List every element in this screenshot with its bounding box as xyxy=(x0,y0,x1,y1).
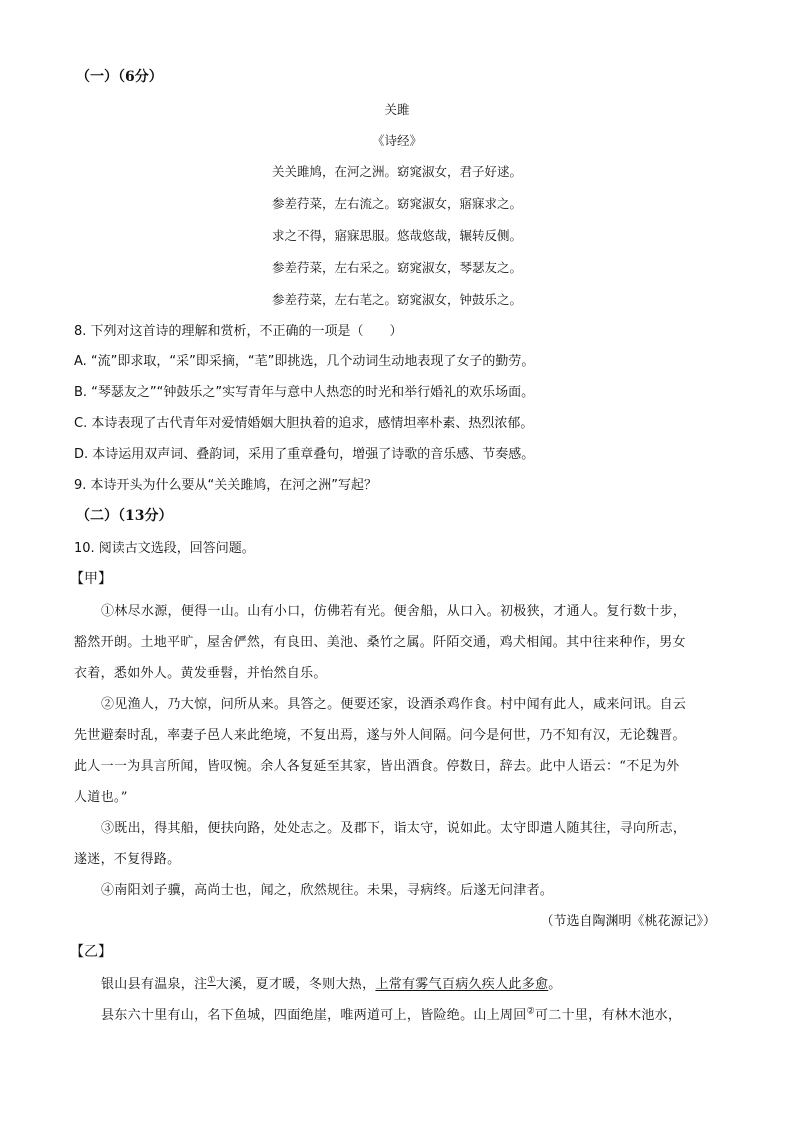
passage-jia-line: ③既出，得其船，便扶向路，处处志之。及郡下，诣太守，说如此。太守即遣人随其往，寻向所志， xyxy=(101,821,687,836)
yi-text: 县东六十里有山，名下鱼城，四面绝崖，唯两道可上，皆险绝。山上周回 xyxy=(101,1008,527,1023)
passage-jia-label: 【甲】 xyxy=(70,571,112,587)
question-10: 10. 阅读古文选段，回答问题。 xyxy=(74,541,255,556)
poem-line: 参差荇菜，左右流之。窈窕淑女，寤寐求之。 xyxy=(271,196,522,211)
passage-yi-label: 【乙】 xyxy=(70,944,112,960)
yi-text: 可二十里，有林木池水， xyxy=(534,1008,682,1023)
poem-line: 参差荇菜，左右芼之。窈窕淑女，钟鼓乐之。 xyxy=(271,292,522,307)
question-8-option-b: B. “琴瑟友之”“钟鼓乐之”实写青年与意中人热恋的时光和举行婚礼的欢乐场面。 xyxy=(74,385,535,400)
passage-jia-line: 衣着，悉如外人。黄发垂髫，并怡然自乐。 xyxy=(74,666,327,681)
footnote-marker: ① xyxy=(207,975,216,986)
passage-yi-line xyxy=(101,973,562,992)
yi-text: 银山县有温泉，注 xyxy=(101,977,208,992)
passage-jia-line: 豁然开朗。土地平旷，屋舍俨然，有良田、美池、桑竹之属。阡陌交通，鸡犬相闻。其中往来种作，男女 xyxy=(74,635,686,650)
passage-jia-line: 遂迷，不复得路。 xyxy=(74,852,181,867)
question-8-option-a: A. “流”即求取，“采”即采摘，“芼”即挑选，几个动词生动地表现了女子的勤劳。 xyxy=(74,354,535,369)
passage-jia-line: 此人一一为具言所闻，皆叹惋。余人各复延至其家，皆出酒食。停数日，辞去。此中人语云：“不足为外 xyxy=(74,759,680,774)
passage-jia-line: 人道也。” xyxy=(74,790,128,805)
footnote-marker: ② xyxy=(526,1006,535,1017)
underlined-sentence: 上常有雾气百病久疾人此多愈 xyxy=(375,977,549,992)
question-8-stem: 8. 下列对这首诗的理解和赏析，不正确的一项是（ ） xyxy=(74,324,403,339)
yi-text: 。 xyxy=(548,977,562,992)
poem-line: 求之不得，寤寐思服。悠哉悠哉，辗转反侧。 xyxy=(271,228,522,243)
question-8-option-d: D. 本诗运用双声词、叠韵词，采用了重章叠句，增强了诗歌的音乐感、节奏感。 xyxy=(74,447,535,462)
passage-jia-line: 先世避秦时乱，率妻子邑人来此绝境，不复出焉，遂与外人间隔。问今是何世，乃不知有汉，无论魏晋。 xyxy=(74,728,686,743)
poem-title: 关雎 xyxy=(384,102,410,117)
passage-yi-line xyxy=(101,1004,681,1023)
poem-source: 《诗经》 xyxy=(371,133,422,148)
section-heading: （一）（6分） xyxy=(76,69,163,85)
yi-text: 大溪，夏才暖，冬则大热， xyxy=(215,977,376,992)
poem-line: 参差荇菜，左右采之。窈窕淑女，琴瑟友之。 xyxy=(271,260,522,275)
passage-jia-line: ④南阳刘子骥，高尚士也，闻之，欣然规往。未果，寻病终。后遂无问津者。 xyxy=(101,883,554,898)
passage-jia-line: ①林尽水源，便得一山。山有小口，仿佛若有光。便舍船，从口入。初极狭，才通人。复行数十步， xyxy=(101,604,687,619)
passage-jia-source: （节选自陶渊明《桃花源记》） xyxy=(540,914,716,929)
passage-jia-line: ②见渔人，乃大惊，问所从来。具答之。便要还家，设酒杀鸡作食。村中闻有此人，咸来问讯。自云 xyxy=(101,697,687,712)
question-9: 9. 本诗开头为什么要从“关关雎鸠，在河之洲”写起？ xyxy=(74,478,378,493)
section-heading: （二）（13分） xyxy=(76,508,173,524)
poem-line: 关关雎鸠，在河之洲。窈窕淑女，君子好逑。 xyxy=(271,164,522,179)
question-8-option-c: C. 本诗表现了古代青年对爱情婚姻大胆执着的追求，感情坦率朴素、热烈浓郁。 xyxy=(74,416,534,431)
